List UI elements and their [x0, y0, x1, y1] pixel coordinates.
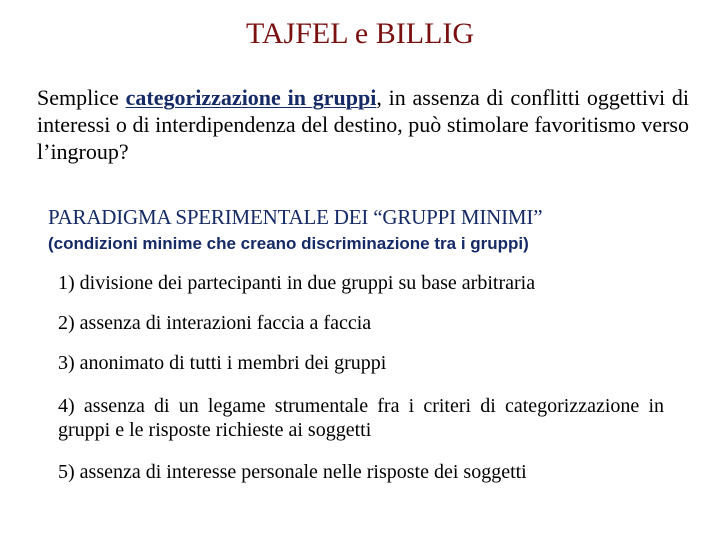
condition-item-5: 5) assenza di interesse personale nelle risposte dei soggetti — [58, 461, 527, 483]
intro-text-before: Semplice — [37, 85, 126, 110]
paradigm-title: PARADIGMA SPERIMENTALE DEI “GRUPPI MINIMI” — [48, 205, 543, 229]
intro-text-after: , in assenza di conflitti oggettivi di interessi o di interdipendenza del destino, può stimolare favoritismo verso l’ingroup? — [37, 85, 689, 164]
intro-paragraph — [37, 84, 689, 165]
paradigm-subtitle: (condizioni minime che creano discriminazione tra i gruppi) — [48, 234, 529, 253]
paradigm-block — [48, 204, 688, 257]
slide-title: TAJFEL e BILLIG — [245, 17, 475, 50]
intro-emphasis: categorizzazione in gruppi — [125, 85, 377, 110]
condition-item-3: 3) anonimato di tutti i membri dei gruppi — [58, 352, 387, 374]
condition-item-2: 2) assenza di interazioni faccia a faccia — [58, 312, 372, 334]
condition-item-4: 4) assenza di un legame strumentale fra i criteri di categorizzazione in gruppi e le risposte richieste ai soggetti — [58, 395, 664, 441]
condition-item-1: 1) divisione dei partecipanti in due gruppi su base arbitraria — [58, 272, 536, 294]
